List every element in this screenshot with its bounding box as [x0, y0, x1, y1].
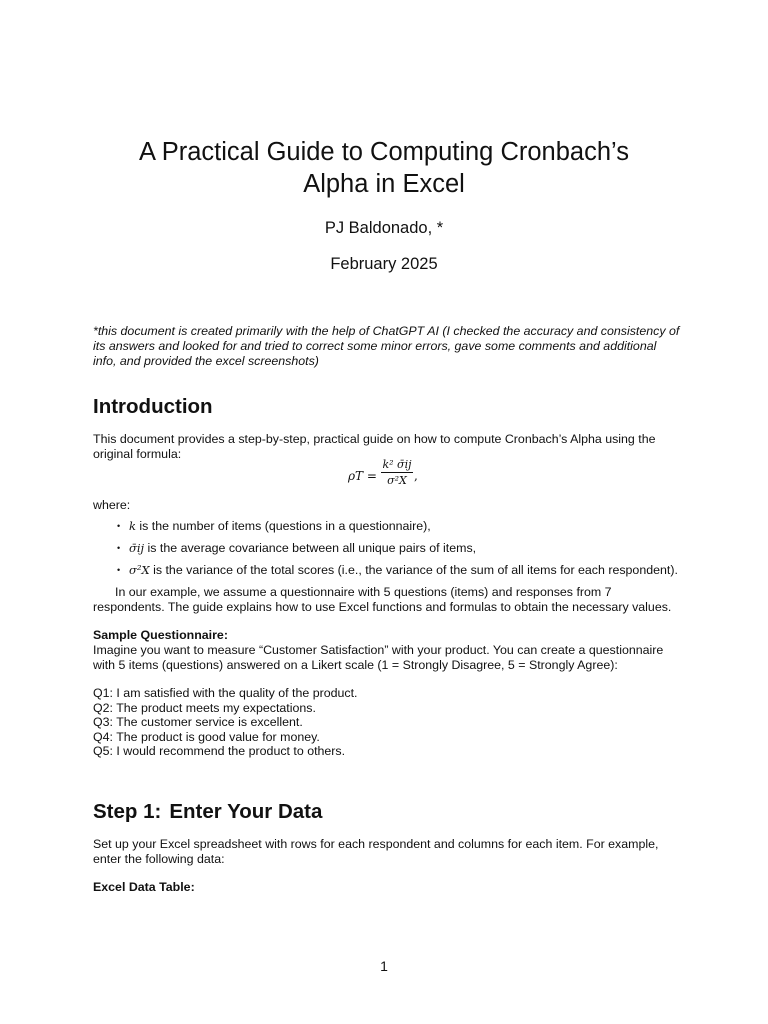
formula-numerator: k² σ̄ij [382, 458, 412, 471]
title-line-1: A Practical Guide to Computing Cronbach’s [139, 138, 629, 166]
formula-fraction [381, 458, 413, 487]
excel-table-label [93, 880, 683, 895]
document-title [0, 136, 768, 200]
formula-trail: , [414, 469, 418, 483]
list-item-text: is the number of items (questions in a questionnaire), [135, 519, 431, 533]
bullet-icon: • [117, 565, 121, 575]
sample-heading-text: Sample Questionnaire: [93, 628, 228, 642]
page-number: 1 [380, 958, 388, 974]
author: PJ Baldonado, * [324, 219, 444, 237]
step1-number: Step 1: [93, 800, 162, 823]
list-item-text: is the variance of the total scores (i.e., the variance of the sum of all items for each respondent). [149, 563, 678, 577]
question-item: Q2: The product meets my expectations. [93, 700, 316, 715]
list-item [117, 541, 687, 563]
step1-title: Enter Your Data [169, 800, 323, 823]
question-item: Q4: The product is good value for money. [93, 729, 320, 744]
example-paragraph: In our example, we assume a questionnaire with 5 questions (items) and responses from 7 respondents. The guide explains how to use Excel functions and formulas to obtain the necessary values. [93, 585, 672, 614]
title-line-2: Alpha in Excel [303, 170, 465, 198]
intro-paragraph: This document provides a step-by-step, practical guide on how to compute Cronbach’s Alpha using the original formula: [93, 432, 656, 461]
bullet-icon: • [117, 521, 121, 531]
bullet-icon: • [117, 543, 121, 553]
author-note: *this document is created primarily with the help of ChatGPT AI (I checked the accuracy and consistency of its answers and looked for and tried to correct some minor errors, gave some comments and additional info, and provided the excel screenshots) [93, 324, 680, 368]
question-item: Q5: I would recommend the product to others. [93, 744, 346, 759]
where-label: where: [93, 498, 131, 512]
fraction-bar [381, 472, 413, 473]
cronbach-formula [348, 458, 428, 494]
section-heading-introduction: Introduction [93, 395, 213, 418]
excel-table-label-text: Excel Data Table: [93, 880, 195, 894]
symbol-total-variance: σ²X [129, 563, 150, 577]
definition-list [117, 519, 687, 585]
step1-paragraph: Set up your Excel spreadsheet with rows for each respondent and columns for each item. For example, enter the following data: [93, 837, 659, 866]
formula-lhs: ρT = [348, 469, 377, 483]
symbol-k: k [129, 519, 136, 533]
question-list [93, 686, 357, 759]
sample-questionnaire-text: Imagine you want to measure “Customer Satisfaction” with your product. You can create a questionnaire with 5 items (questions) answered on a Likert scale (1 = Strongly Disagree, 5 = Strongly Agree): [93, 643, 664, 672]
question-item: Q1: I am satisfied with the quality of the product. [93, 686, 358, 700]
list-item [117, 563, 687, 585]
list-item [117, 519, 687, 541]
question-item: Q3: The customer service is excellent. [93, 715, 303, 730]
section-heading-step1 [93, 800, 322, 824]
date: February 2025 [330, 255, 438, 273]
list-item-text: is the average covariance between all unique pairs of items, [144, 541, 477, 555]
sample-questionnaire-heading [93, 628, 683, 643]
formula-denominator: σ²X [387, 474, 407, 487]
symbol-avg-covariance: σ̄ij [129, 541, 145, 555]
